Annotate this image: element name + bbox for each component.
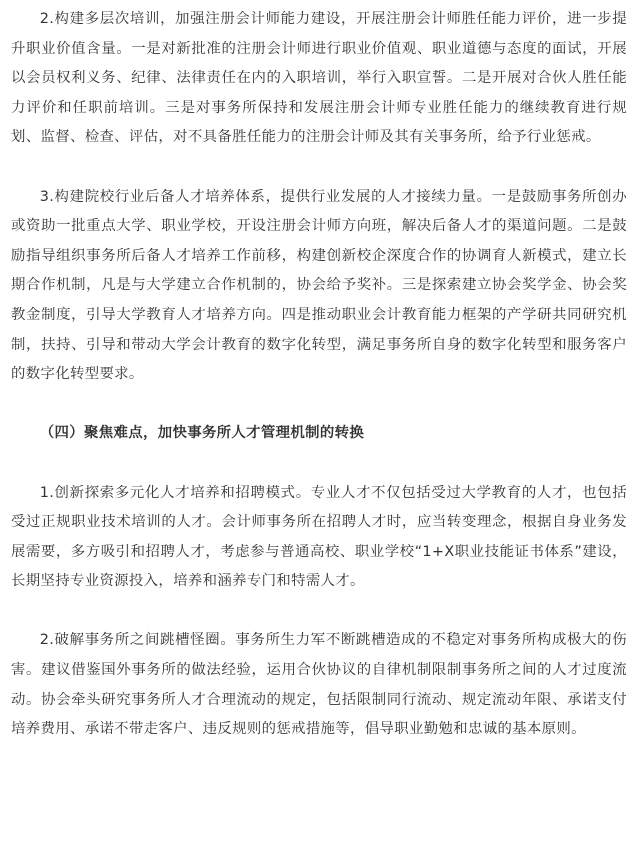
paragraph-spacer: [11, 153, 627, 183]
paragraph-spacer: [11, 449, 627, 479]
paragraph-spacer: [11, 390, 627, 420]
paragraph-recruitment: 1.创新探索多元化人才培养和招聘模式。专业人才不仅包括受过大学教育的人才，也包括受过正规职业技术培训的人才。会计师事务所在招聘人才时，应当转变理念，根据自身业务发展需要，多方吸引和招聘人才，考虑参与普通高校、职业学校“1+X职业技能证书体系”建设，长期坚持专业资源投入，培养和涵养专门和特需人才。: [11, 484, 627, 590]
paragraph-training: 2.构建多层次培训，加强注册会计师能力建设，开展注册会计师胜任能力评价，进一步提升职业价值含量。一是对新批准的注册会计师进行职业价值观、职业道德与态度的面试，开展以会员权利义务、纪律、法律责任在内的入职培训，举行入职宣誓。二是开展对合伙人胜任能力评价和任职前培训。三是对事务所保持和发展注册会计师专业胜任能力的继续教育进行规划、监督、检查、评估，对不具备胜任能力的注册会计师及其有关事务所，给予行业惩戒。: [11, 11, 627, 146]
section-heading: （四）聚焦难点，加快事务所人才管理机制的转换: [39, 425, 365, 442]
paragraph-talent-pipeline: 3.构建院校行业后备人才培养体系，提供行业发展的人才接续力量。一是鼓励事务所创办或资助一批重点大学、职业学校，开设注册会计师方向班，解决后备人才的渠道问题。二是鼓励指导组织事务所后备人才培养工作前移，构建创新校企深度合作的协调育人新模式，建立长期合作机制，凡是与大学建立合作机制的，协会给予奖补。三是探索建立协会奖学金、协会奖教金制度，引导大学教育人才培养方向。四是推动职业会计教育能力框架的产学研共同研究机制，扶持、引导和带动大学会计教育的数字化转型，满足事务所自身的数字化转型和服务客户的数字化转型要求。: [11, 188, 627, 383]
paragraph-job-hopping: 2.破解事务所之间跳槽怪圈。事务所生力军不断跳槽造成的不稳定对事务所构成极大的伤害。建议借鉴国外事务所的做法经验，运用合伙协议的自律机制限制事务所之间的人才过度流动。协会牵头研究事务所人才合理流动的规定，包括限制同行流动、规定流动年限、承诺支付培养费用、承诺不带走客户、违反规则的惩戒措施等，倡导职业勤勉和忠诚的基本原则。: [11, 632, 627, 738]
paragraph-spacer: [11, 597, 627, 627]
